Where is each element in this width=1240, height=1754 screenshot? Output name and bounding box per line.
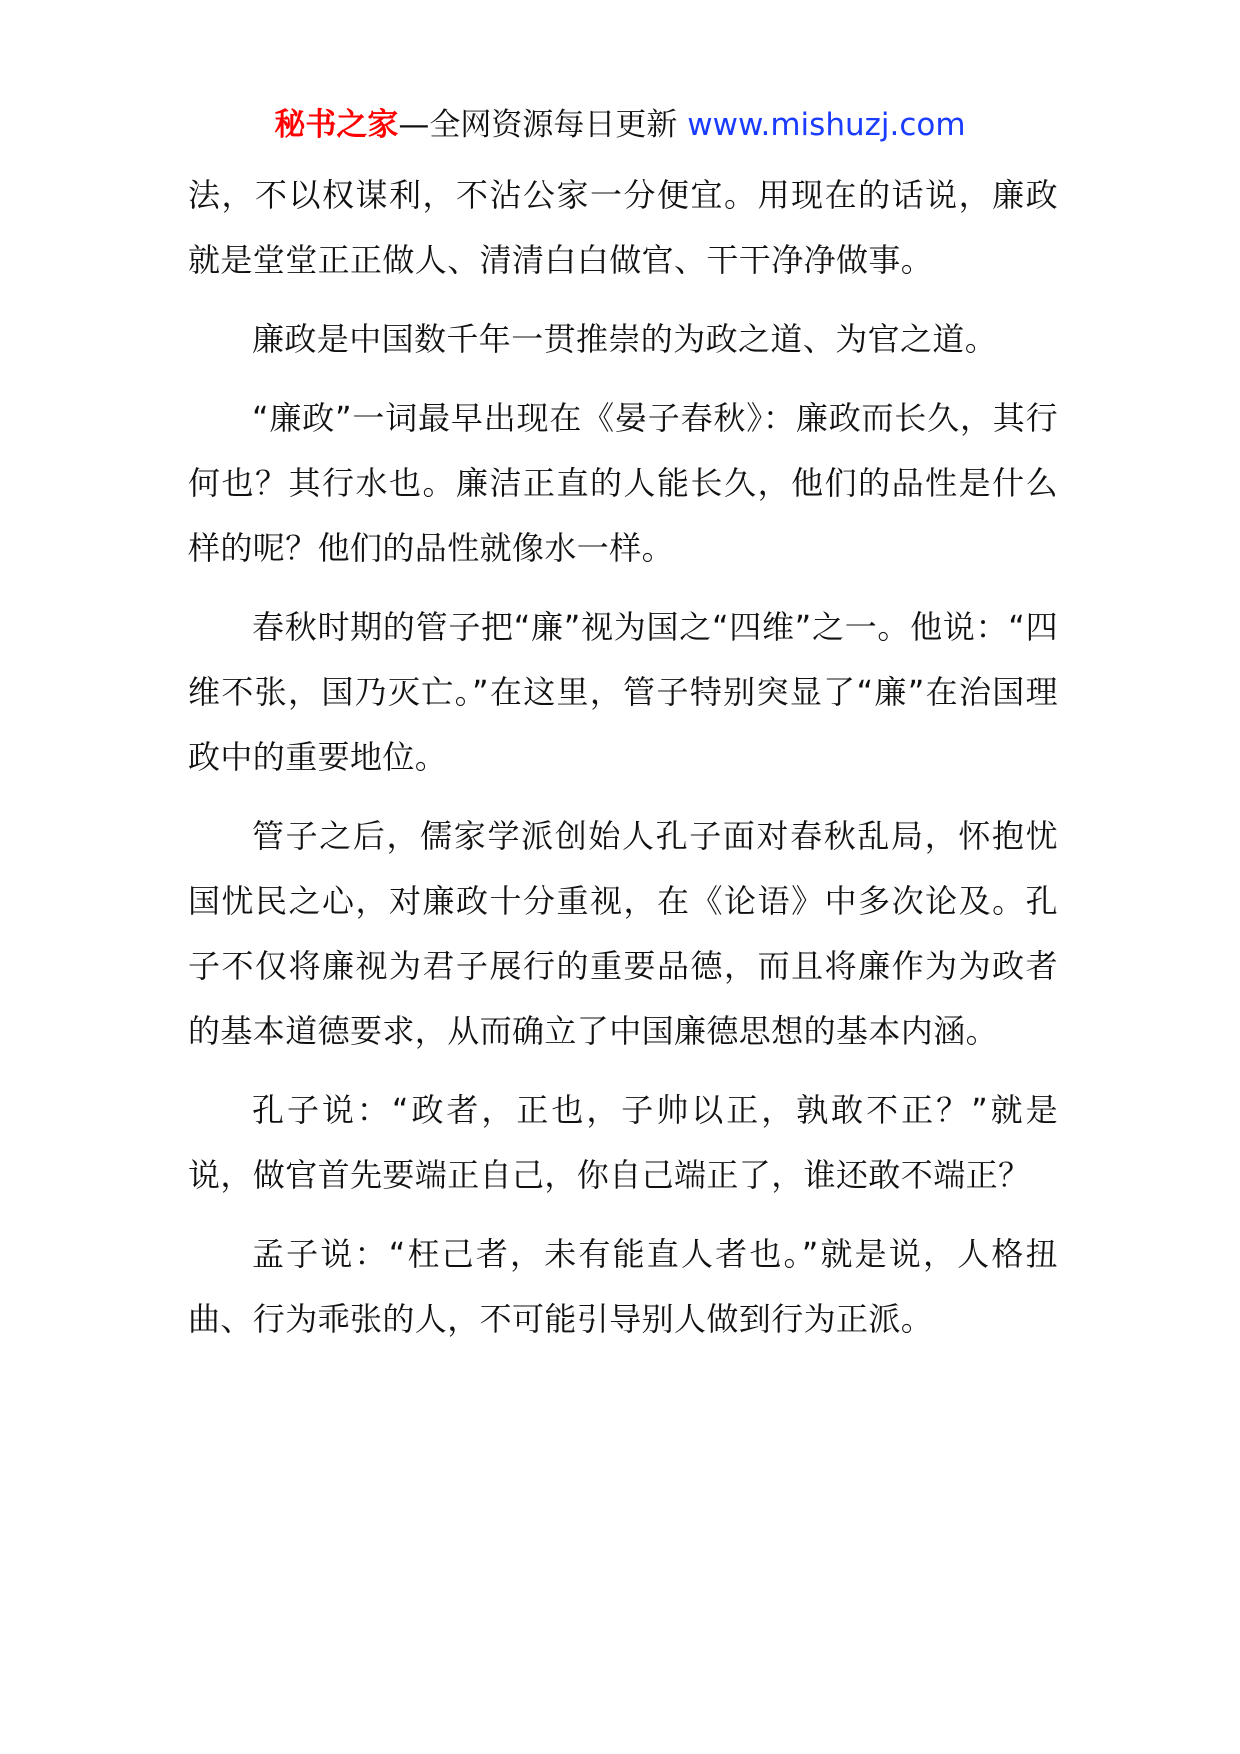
brand-name: 秘书之家 [274, 107, 399, 143]
paragraph: 管子之后，儒家学派创始人孔子面对春秋乱局，怀抱忧国忧民之心，对廉政十分重视，在《论语》中多次论及。孔子不仅将廉视为君子展行的重要品德，而且将廉作为为政者的基本道德要求，从而确立了中国廉德思想的基本内涵。 [188, 817, 1058, 1050]
paragraph: 孔子说：“政者，正也，子帅以正，孰敢不正？”就是说，做官首先要端正自己，你自己端正了，谁还敢不端正？ [188, 1091, 1058, 1194]
header-tagline: —全网资源每日更新 [398, 107, 678, 143]
paragraph: 春秋时期的管子把“廉”视为国之“四维”之一。他说：“四维不张，国乃灭亡。”在这里，管子特别突显了“廉”在治国理政中的重要地位。 [188, 608, 1058, 776]
paragraph: 孟子说：“枉己者，未有能直人者也。”就是说，人格扭曲、行为乖张的人，不可能引导别人做到行为正派。 [188, 1235, 1058, 1338]
page-header [0, 100, 1240, 150]
website-link[interactable]: www.mishuzj.com [687, 107, 966, 143]
paragraph: 廉政是中国数千年一贯推崇的为政之道、为官之道。 [252, 320, 998, 358]
paragraph-continued: 法，不以权谋利，不沾公家一分便宜。用现在的话说，廉政就是堂堂正正做人、清清白白做官、干干净净做事。 [188, 176, 1058, 279]
document-body [188, 163, 1058, 1366]
paragraph: “廉政”一词最早出现在《晏子春秋》：廉政而长久，其行何也？其行水也。廉洁正直的人能长久，他们的品性是什么样的呢？他们的品性就像水一样。 [188, 399, 1058, 567]
